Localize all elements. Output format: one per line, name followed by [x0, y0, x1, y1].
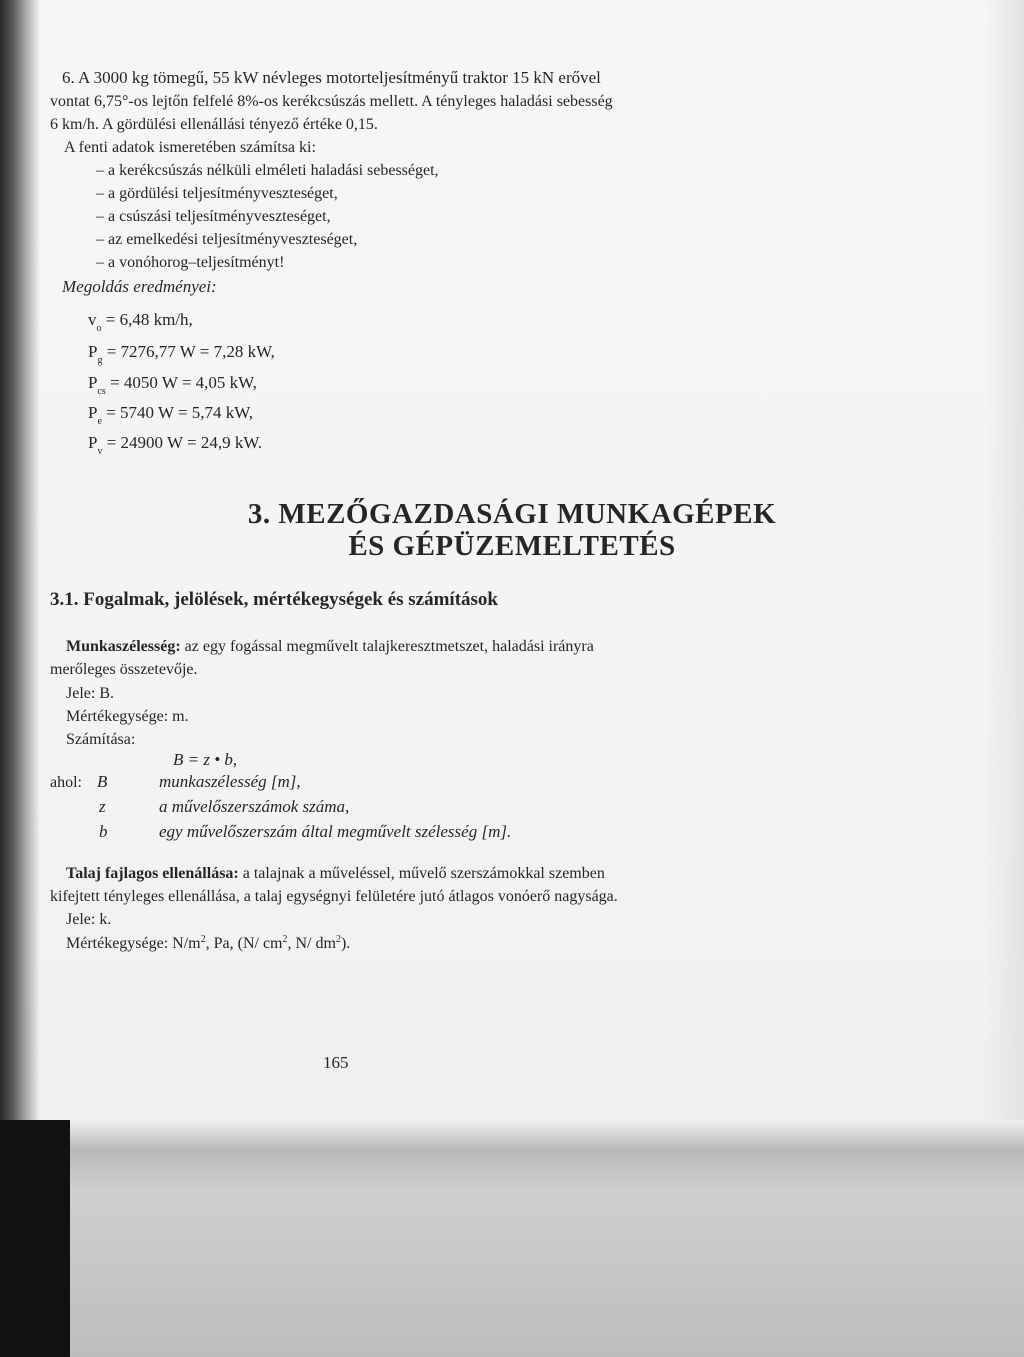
result-row: $v_o = 6,48$ km/h, — [88, 310, 193, 334]
variable-symbol: b — [99, 822, 108, 841]
variable-symbol: B — [97, 772, 108, 791]
unit-line: Mértékegysége: $N/m^2$, Pa, (N/ $cm^2$, N/ $dm^2$). — [66, 934, 351, 952]
result-row: $P_{cs} = 4050$ W = 4,05 kW, — [88, 373, 257, 397]
problem-line-3: 6 km/h. A gördülési ellenállási tényező értéke 0,15. — [50, 116, 378, 133]
problem-line-2: vontat 6,75°-os lejtőn felfelé 8%-os kerékcsúszás mellett. A tényleges haladási sebesség — [50, 93, 613, 110]
problem-item-5: – a vonóhorog–teljesítményt! — [96, 254, 285, 271]
section-title: 3.1. Fogalmak, jelölések, mértékegységek és számítások — [50, 589, 499, 610]
problem-item-1: – a kerékcsúszás nélküli elméleti haladási sebességet, — [96, 162, 439, 179]
symbol-line: Jele: k. — [66, 911, 112, 928]
definition-line-2: merőleges összetevője. — [50, 661, 198, 678]
definition-talaj-fajlagos-ellenallasa: Talaj fajlagos ellenállása: a talajnak a műveléssel, művelő szerszámokkal szemben — [66, 865, 605, 882]
calculation-label: Számítása: — [66, 731, 136, 748]
variable-description: munkaszélesség [m], — [159, 772, 301, 791]
variable-symbol: z — [99, 797, 106, 816]
page-number: 165 — [323, 1053, 349, 1072]
problem-line-1: 6. A 3000 kg tömegű, 55 kW névleges motorteljesítményű traktor 15 kN erővel — [62, 68, 601, 87]
page-shadow-bottom — [0, 1120, 1024, 1357]
unit-line: Mértékegysége: m. — [66, 708, 189, 725]
where-label: ahol: — [50, 774, 82, 791]
symbol-line: Jele: B. — [66, 685, 114, 702]
chapter-title-line-2: ÉS GÉPÜZEMELTETÉS — [348, 530, 676, 562]
page-shadow-corner — [0, 1120, 70, 1357]
variable-description: egy művelőszerszám által megművelt szélesség [m]. — [159, 822, 512, 841]
result-row: $P_g = 7276,77$ W = 7,28 kW, — [88, 342, 275, 366]
result-row: $P_e = 5740$ W = 5,74 kW, — [88, 403, 254, 427]
problem-item-2: – a gördülési teljesítményveszteséget, — [96, 185, 338, 202]
formula: B = z • b, — [173, 750, 238, 769]
problem-item-3: – a csúszási teljesítményveszteséget, — [96, 208, 331, 225]
definition-line-2: kifejtett tényleges ellenállása, a talaj egységnyi felületére jutó átlagos vonóerő nagysága. — [50, 888, 618, 905]
variable-description: a művelőszerszámok száma, — [159, 797, 350, 816]
problem-item-4: – az emelkedési teljesítményveszteséget, — [96, 231, 358, 248]
chapter-title-line-1: 3. MEZŐGAZDASÁGI MUNKAGÉPEK — [247, 498, 777, 530]
problem-line-4: A fenti adatok ismeretében számítsa ki: — [64, 139, 316, 156]
definition-munkaszelesseg: Munkaszélesség: az egy fogással megművelt talajkeresztmetszet, haladási irányra — [66, 638, 594, 655]
results-title: Megoldás eredményei: — [62, 277, 217, 296]
result-row: $P_v = 24900$ W = 24,9 kW. — [88, 433, 263, 457]
